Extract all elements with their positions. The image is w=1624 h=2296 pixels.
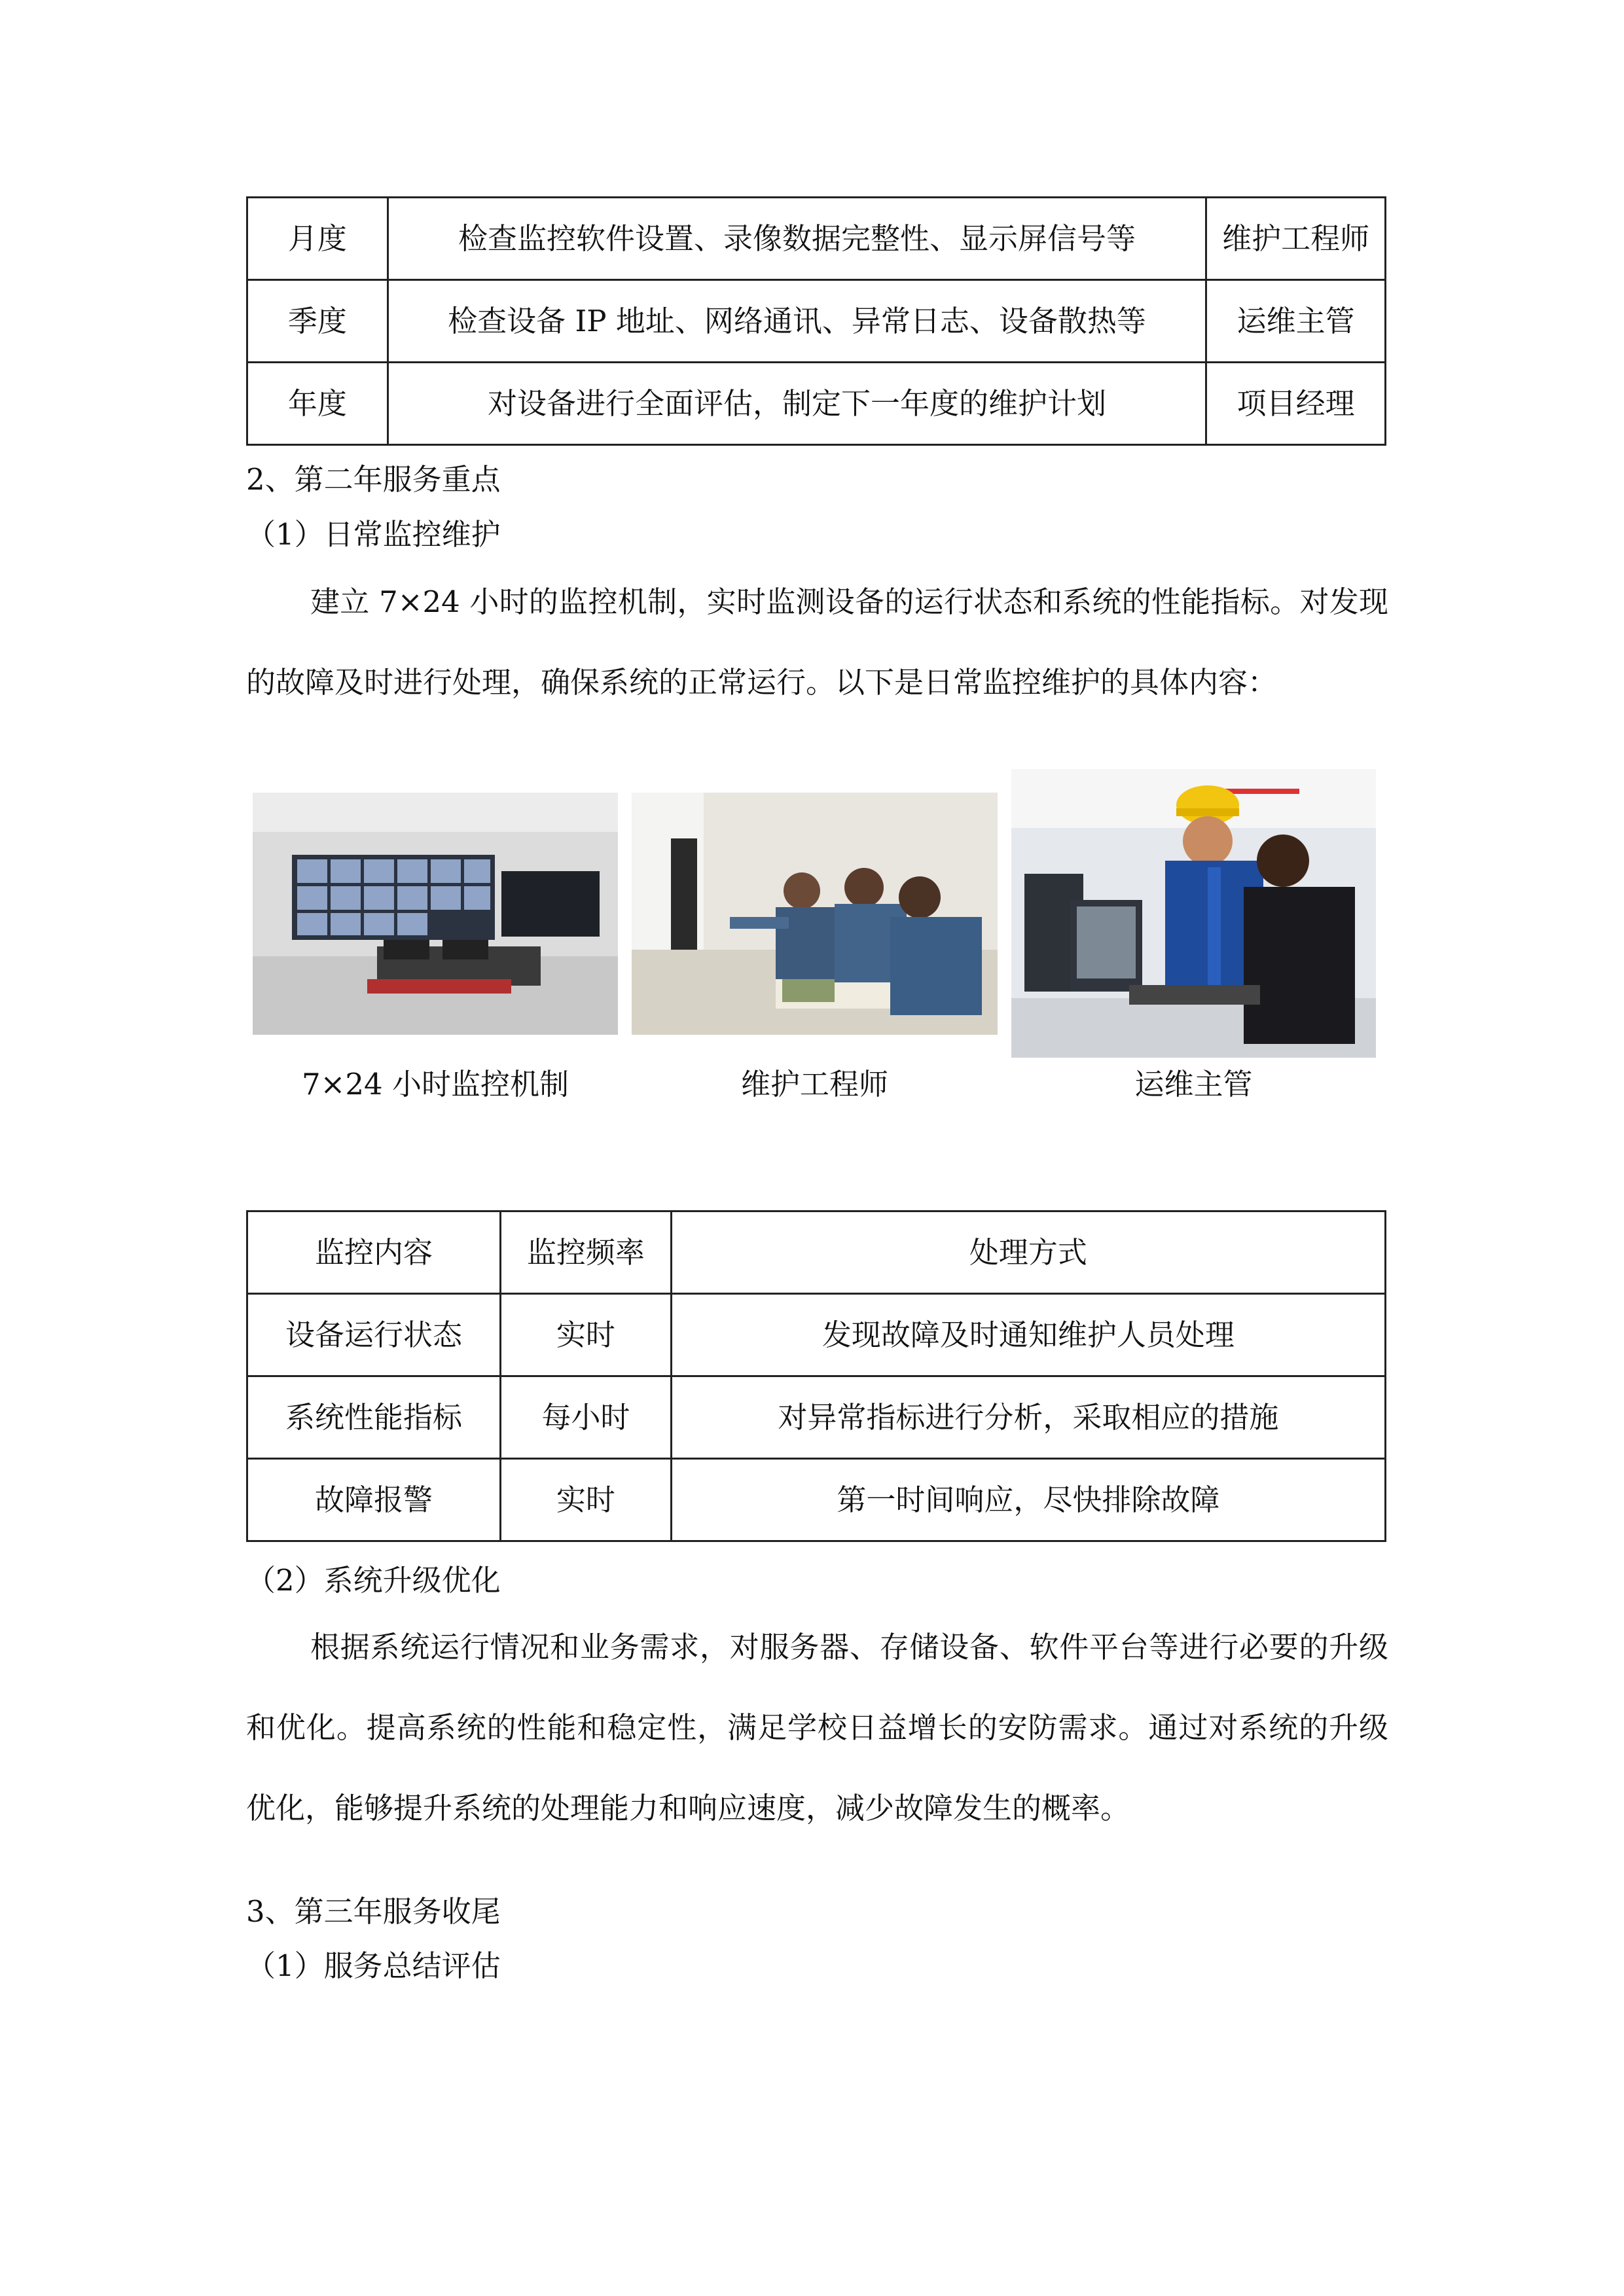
subsection-heading: （1）日常监控维护: [246, 517, 501, 552]
column-header: 处理方式: [671, 1211, 1385, 1294]
body-paragraph: 建立 7×24 小时的监控机制，实时监测设备的运行状态和系统的性能指标。对发现的故障及时进行处理，确保系统的正常运行。以下是日常监控维护的具体内容：: [246, 584, 1388, 700]
operations-supervisor-photo: [1011, 769, 1376, 1058]
table-cell: 每小时: [501, 1376, 672, 1459]
table-row: [247, 1459, 1386, 1541]
section-heading: 2、第二年服务重点: [246, 462, 501, 497]
table-cell: 设备运行状态: [247, 1294, 501, 1376]
table-cell: 对异常指标进行分析，采取相应的措施: [671, 1376, 1385, 1459]
section-heading: 3、第三年服务收尾: [246, 1894, 501, 1929]
subsection-heading: （1）服务总结评估: [246, 1948, 501, 1983]
photo-caption: 维护工程师: [740, 1067, 888, 1102]
column-header: 监控内容: [247, 1211, 501, 1294]
table-cell: 月度: [247, 198, 388, 280]
table-header-row: [247, 1211, 1386, 1294]
table-cell: 实时: [501, 1459, 672, 1541]
table-cell: 检查监控软件设置、录像数据完整性、显示屏信号等: [388, 198, 1206, 280]
table-cell: 发现故障及时通知维护人员处理: [671, 1294, 1385, 1376]
maintenance-schedule-table: [246, 196, 1386, 446]
table-row: [247, 280, 1386, 363]
photo-caption: 7×24 小时监控机制: [302, 1067, 569, 1102]
table-cell: 实时: [501, 1294, 672, 1376]
table-cell: 故障报警: [247, 1459, 501, 1541]
maintenance-engineers-photo: [632, 793, 998, 1035]
table-row: [247, 363, 1386, 445]
monitoring-center-photo: [253, 793, 618, 1035]
column-header: 监控频率: [501, 1211, 672, 1294]
table-row: [247, 1376, 1386, 1459]
table-cell: 对设备进行全面评估，制定下一年度的维护计划: [388, 363, 1206, 445]
table-cell: 维护工程师: [1206, 198, 1386, 280]
table-cell: 检查设备 IP 地址、网络通讯、异常日志、设备散热等: [388, 280, 1206, 363]
table-cell: 运维主管: [1206, 280, 1386, 363]
table-cell: 季度: [247, 280, 388, 363]
table-row: [247, 198, 1386, 280]
table-cell: 第一时间响应，尽快排除故障: [671, 1459, 1385, 1541]
table-cell: 系统性能指标: [247, 1376, 501, 1459]
photo-caption: 运维主管: [1134, 1067, 1253, 1102]
table-cell: 项目经理: [1206, 363, 1386, 445]
monitoring-content-table: [246, 1210, 1386, 1542]
table-row: [247, 1294, 1386, 1376]
table-cell: 年度: [247, 363, 388, 445]
subsection-heading: （2）系统升级优化: [246, 1563, 501, 1598]
body-paragraph: 根据系统运行情况和业务需求，对服务器、存储设备、软件平台等进行必要的升级和优化。提高系统的性能和稳定性，满足学校日益增长的安防需求。通过对系统的升级优化，能够提升系统的处理能力和响应速度，减少故障发生的概率。: [246, 1630, 1388, 1825]
